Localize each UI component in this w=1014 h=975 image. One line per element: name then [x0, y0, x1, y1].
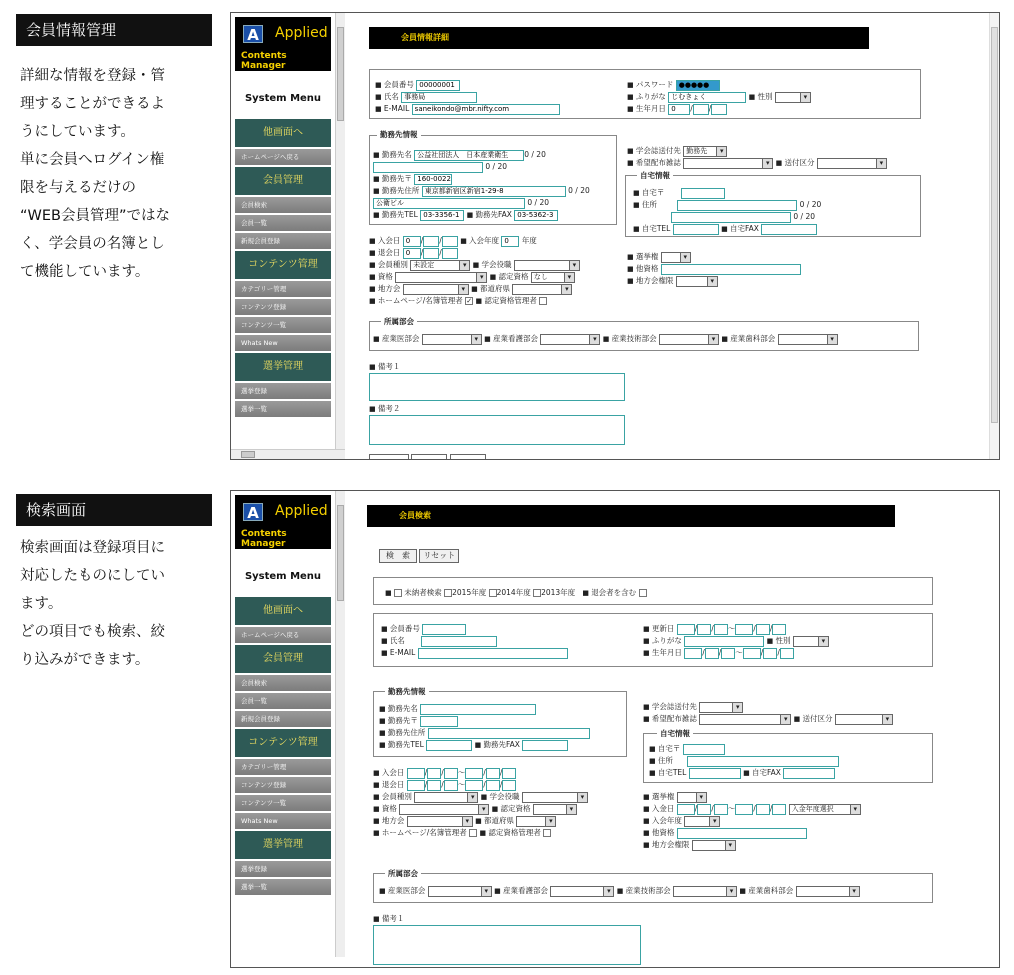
work-zip-input[interactable]: [420, 716, 458, 727]
home-addr-input[interactable]: [677, 200, 797, 211]
menu-item-member-new[interactable]: 新規会員登録: [235, 711, 331, 727]
logo-badge-icon: A: [243, 503, 263, 521]
menu-head-contents[interactable]: コンテンツ管理: [235, 251, 331, 279]
pref-select[interactable]: [516, 816, 556, 827]
home-tel-input[interactable]: [689, 768, 741, 779]
sidebar-hscrollbar[interactable]: [231, 449, 345, 459]
home-addr-input[interactable]: [687, 756, 839, 767]
vote-select[interactable]: [661, 252, 691, 263]
page-title: 会員情報詳細: [369, 27, 869, 49]
y2015-checkbox[interactable]: [444, 589, 452, 597]
member-no-input[interactable]: 00000001: [416, 80, 460, 91]
search-button[interactable]: 検 索: [379, 549, 417, 563]
menu-head-other[interactable]: 他画面へ: [235, 119, 331, 147]
menu-item-home[interactable]: ホームページへ戻る: [235, 149, 331, 165]
detail-main: 会員情報詳細 ■ 会員番号 00000001 ■ 氏名 事務局 ■ E-MAIL saneikondo@mbr.nifty.com ■ パスワード ●●●●● ■ ふりがな じむきょく ■ 性別 ▾ ■ 生年月日 0 / / 勤務先情報 ■ 勤務先名 公益社団法人 日本産業衛生 0 / 20 0 / 20 ■ 勤務先〒 160-0022 ■ 勤務先住所 東京都新宿区新宿1-29-8 0 / 20 公衛ビル 0 / 20 ■ 勤務先TEL 03-3356-1 ■ 勤務先FAX 03-5362-3 ■ 学会誌送付先 勤務先 ▾ ■ 希望配布雑誌 ▾ ■ 送付区分 ▾ 自宅情報 ■ 自宅〒 ■ 住所 0 / 20 0 / 20 ■ 自宅TEL ■ 自宅FAX ■ 入会日 0 / / ■ 入会年度 0 年度 ■ 退会日 0 / / ■ 会員種別 未設定 ▾ ■ 学会役職 ▾ ■ 資格 ▾ ■ 認定資格 なし ▾ ■ 地方会 ▾ ■ 都道府県 ▾ ■ ホームページ/名簿管理者 ✓ ■ 認定資格管理者 ■ 選挙権 ▾ ■ 他資格 ■ 地方会権限 ▾ 所属部会 ■ 産業医部会 ▾ ■ 産業看護部会 ▾ ■ 産業技術部会 ▾ ■ 産業歯科部会 ▾ ■ 備考１ ■ 備考２: [347, 13, 989, 459]
work-zip-input[interactable]: 160-0022: [414, 174, 452, 185]
menu-head-members[interactable]: 会員管理: [235, 645, 331, 673]
unpaid-checkbox[interactable]: [394, 589, 402, 597]
menu-item-election-add[interactable]: 選挙登録: [235, 861, 331, 877]
sex-select[interactable]: [775, 92, 811, 103]
member-info-section: [0, 0, 1014, 470]
home-fax-input[interactable]: [761, 224, 817, 235]
work-fax-input[interactable]: [522, 740, 568, 751]
section-label: 検索画面: [16, 494, 212, 526]
hope-magazine-select[interactable]: [683, 158, 773, 169]
menu-head-contents[interactable]: コンテンツ管理: [235, 729, 331, 757]
logo: A Applied Contents Manager: [235, 495, 331, 549]
cert-admin-checkbox[interactable]: [539, 297, 547, 305]
journal-select[interactable]: 勤務先 ▾: [683, 146, 727, 157]
member-type-select[interactable]: 未設定 ▾: [410, 260, 470, 271]
y2013-checkbox[interactable]: [533, 589, 541, 597]
menu-item-election-list[interactable]: 選挙一覧: [235, 401, 331, 417]
sidebar-scrollbar[interactable]: [335, 13, 345, 449]
home-fax-input[interactable]: [783, 768, 835, 779]
vote-select[interactable]: [677, 792, 707, 803]
note1-textarea[interactable]: [373, 925, 641, 965]
cert-admin-checkbox[interactable]: [543, 829, 551, 837]
work-name-input[interactable]: 公益社団法人 日本産業衛生: [414, 150, 524, 161]
birth-year-input[interactable]: 0: [668, 104, 690, 115]
sidebar-scrollbar[interactable]: [335, 491, 345, 957]
home-zip-input[interactable]: [683, 744, 725, 755]
qual-select[interactable]: [399, 804, 489, 815]
menu-item-member-list[interactable]: 会員一覧: [235, 693, 331, 709]
menu-item-member-list[interactable]: 会員一覧: [235, 215, 331, 231]
region-select[interactable]: [403, 284, 469, 295]
system-menu-title: System Menu: [244, 571, 322, 582]
menu-item-content-add[interactable]: コンテンツ登録: [235, 299, 331, 315]
main-scrollbar[interactable]: [989, 13, 999, 459]
password-input[interactable]: ●●●●●: [676, 80, 720, 91]
menu-item-home[interactable]: ホームページへ戻る: [235, 627, 331, 643]
y2014-checkbox[interactable]: [489, 589, 497, 597]
role-select[interactable]: [522, 792, 588, 803]
system-menu-title: System Menu: [244, 93, 322, 104]
menu-item-content-list[interactable]: コンテンツ一覧: [235, 317, 331, 333]
join-year-select[interactable]: [684, 816, 720, 827]
cert-select[interactable]: [533, 804, 577, 815]
menu-item-election-list[interactable]: 選挙一覧: [235, 879, 331, 895]
page-title: 会員検索: [367, 505, 895, 527]
sidebar: [231, 13, 335, 459]
other-qual-input[interactable]: [677, 828, 807, 839]
home-zip-input[interactable]: [681, 188, 725, 199]
sidebar: [231, 491, 335, 967]
send-type-select[interactable]: [835, 714, 893, 725]
work-tel-input[interactable]: 03-3356-1: [420, 210, 464, 221]
menu-item-content-list[interactable]: コンテンツ一覧: [235, 795, 331, 811]
work-name-input[interactable]: [420, 704, 536, 715]
menu-item-member-new[interactable]: 新規会員登録: [235, 233, 331, 249]
hope-magazine-select[interactable]: [699, 714, 791, 725]
email-input[interactable]: saneikondo@mbr.nifty.com: [412, 104, 560, 115]
menu-item-category[interactable]: カテゴリー管理: [235, 281, 331, 297]
logo-badge-icon: A: [243, 25, 263, 43]
member-no-input[interactable]: [422, 624, 466, 635]
search-screenshot: [230, 490, 1000, 968]
kana-input[interactable]: じむきょく: [668, 92, 746, 103]
menu-item-content-add[interactable]: コンテンツ登録: [235, 777, 331, 793]
cert-select[interactable]: なし ▾: [531, 272, 575, 283]
send-type-select[interactable]: [817, 158, 887, 169]
menu-item-election-add[interactable]: 選挙登録: [235, 383, 331, 399]
other-qual-input[interactable]: [661, 264, 801, 275]
search-main: 会員検索 検 索 リセット ■ 未納者検索 2015年度 2014年度 2013年度 ■ 退会者を含む ■ 会員番号 ■ 氏名 ■ E-MAIL ■ 更新日 / / ～ / / ■ ふりがな ■ 性別 ▾ ■ 生年月日 / / ～ / / 勤務先情報 ■ 勤務先名 ■ 勤務先〒 ■ 勤務先住所 ■ 勤務先TEL ■ 勤務先FAX ■ 学会誌送付先 ▾ ■ 希望配布雑誌 ▾ ■ 送付区分 ▾ 自宅情報 ■ 自宅〒 ■ 住所 ■ 自宅TEL ■ 自宅FAX ■ 入会日 / / ～ / / ■ 退会日 / / ～ / / ■ 会員種別 ▾ ■ 学会役職 ▾ ■ 資格 ▾ ■ 認定資格 ▾ ■ 地方会 ▾ ■ 都道府県 ▾ ■ ホームページ/名簿管理者 ■ 認定資格管理者 ■ 選挙権 ▾ ■ 入金日 / / ～ / / 入金年度選択 ▾ ■ 入会年度 ▾ ■ 他資格 ■ 地方会権限 ▾ 所属部会 ■ 産業医部会 ▾ ■ 産業看護部会 ▾ ■ 産業技術部会 ▾ ■ 産業歯科部会 ▾ ■ 備考１: [347, 491, 989, 967]
section-description: 詳細な情報を登録・管 理することができるよ うにしています。 単に会員へログイン権 限を与えるだけの “WEB会員管理”ではな く、学会員の名簿とし て機能しています。: [20, 68, 170, 280]
section-description: 検索画面は登録項目に 対応したものにしてい ます。 どの項目でも検索、絞 り込みができます。: [20, 540, 165, 668]
menu-item-category[interactable]: カテゴリー管理: [235, 759, 331, 775]
hp-admin-checkbox[interactable]: ✓: [466, 297, 473, 305]
reset-button[interactable]: リセット: [419, 549, 459, 563]
work-fax-input[interactable]: 03-5362-3: [514, 210, 558, 221]
qual-select[interactable]: [395, 272, 487, 283]
sex-select[interactable]: [793, 636, 829, 647]
paid-year-select[interactable]: 入金年度選択 ▾: [789, 804, 861, 815]
section-label: 会員情報管理: [16, 14, 212, 46]
member-type-select[interactable]: [414, 792, 478, 803]
home-tel-input[interactable]: [673, 224, 719, 235]
menu-head-members[interactable]: 会員管理: [235, 167, 331, 195]
name-input[interactable]: 事務局: [401, 92, 477, 103]
search-section: [0, 480, 1014, 975]
pref-select[interactable]: [512, 284, 572, 295]
work-addr-input[interactable]: 東京都新宿区新宿1-29-8: [422, 186, 566, 197]
region-select[interactable]: [407, 816, 473, 827]
menu-head-election[interactable]: 選挙管理: [235, 831, 331, 859]
hp-admin-checkbox[interactable]: [469, 829, 477, 837]
menu-head-election[interactable]: 選挙管理: [235, 353, 331, 381]
logo: A Applied Contents Manager: [235, 17, 331, 71]
journal-select[interactable]: [699, 702, 743, 713]
role-select[interactable]: [514, 260, 580, 271]
kana-input[interactable]: [684, 636, 764, 647]
note1-textarea[interactable]: [369, 373, 625, 401]
region-right-select[interactable]: [692, 840, 736, 851]
work-tel-input[interactable]: [426, 740, 472, 751]
menu-item-whats-new[interactable]: Whats New: [235, 813, 331, 829]
email-input[interactable]: [418, 648, 568, 659]
include-left-checkbox[interactable]: [639, 589, 647, 597]
work-addr-input[interactable]: [428, 728, 590, 739]
name-input[interactable]: [421, 636, 497, 647]
menu-item-member-search[interactable]: 会員検索: [235, 197, 331, 213]
menu-head-other[interactable]: 他画面へ: [235, 597, 331, 625]
note2-textarea[interactable]: [369, 415, 625, 445]
menu-item-whats-new[interactable]: Whats New: [235, 335, 331, 351]
member-detail-screenshot: [230, 12, 1000, 460]
menu-item-member-search[interactable]: 会員検索: [235, 675, 331, 691]
region-right-select[interactable]: [676, 276, 718, 287]
